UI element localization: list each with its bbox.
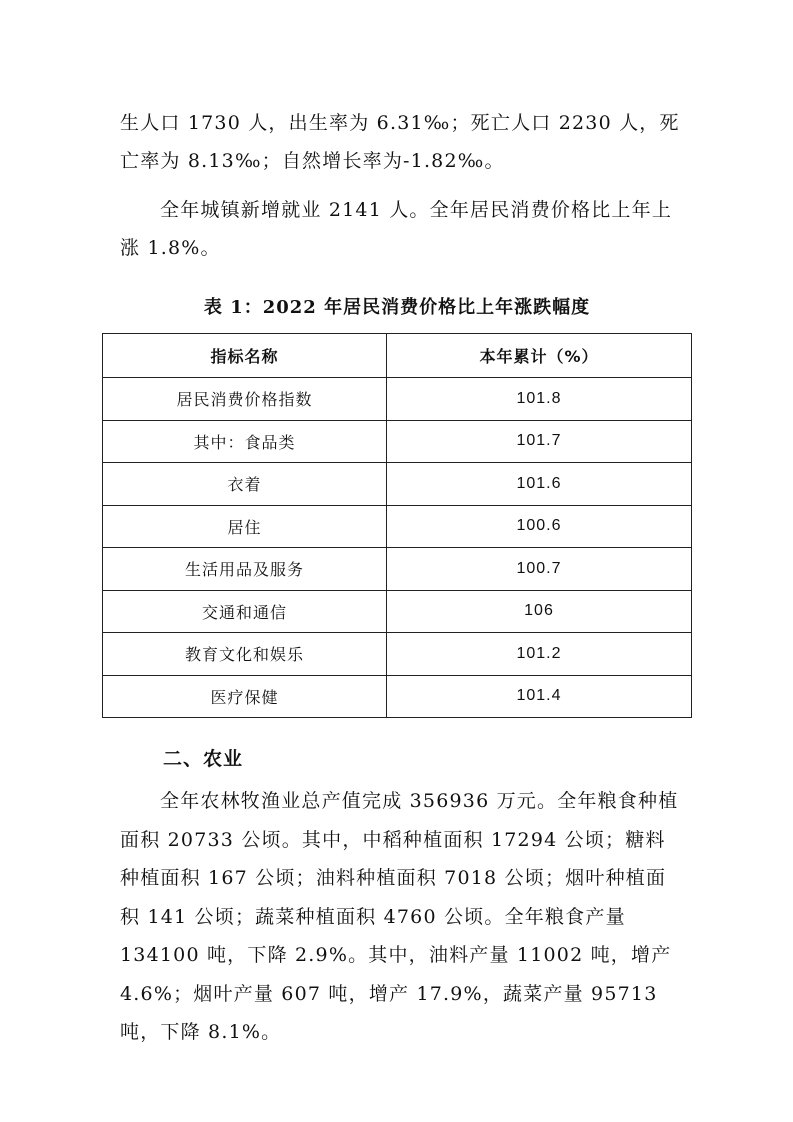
table-row: [103, 633, 692, 676]
agriculture-paragraph: 全年农林牧渔业总产值完成 356936 万元。全年粮食种植面积 20733 公顷。其中，中稻种植面积 17294 公顷；糖料种植面积 167 公顷；油料种植面积 7018 公顷；烟叶种植面积 141 公顷；蔬菜种植面积 4760 公顷。全年粮食产量 134100 吨，下降 2.9%。其中，油料产量 11002 吨，增产 4.6%；烟叶产量 607 吨，增产 17.9%，蔬菜产量 95713 吨，下降 8.1%。: [120, 790, 679, 1043]
table-row: [103, 505, 692, 548]
section-heading-agriculture: 二、农业: [163, 748, 244, 770]
row-value: 100.7: [387, 548, 692, 591]
row-name: 生活用品及服务: [103, 548, 387, 591]
row-name: 衣着: [103, 463, 387, 506]
row-name: 其中：食品类: [103, 420, 387, 463]
row-value: 106: [387, 590, 692, 633]
table-row: [103, 420, 692, 463]
row-value: 101.4: [387, 675, 692, 718]
row-value: 101.6: [387, 463, 692, 506]
row-name: 医疗保健: [103, 675, 387, 718]
row-name: 居住: [103, 505, 387, 548]
row-value: 101.2: [387, 633, 692, 676]
population-paragraph: 生人口 1730 人，出生率为 6.31‰；死亡人口 2230 人，死亡率为 8.13‰；自然增长率为-1.82‰。: [120, 112, 680, 172]
employment-paragraph: 全年城镇新增就业 2141 人。全年居民消费价格比上年上涨 1.8%。: [120, 199, 673, 259]
header-cumulative: 本年累计（%）: [387, 334, 692, 378]
row-value: 100.6: [387, 505, 692, 548]
row-name: 居民消费价格指数: [103, 378, 387, 421]
table-header-row: [103, 334, 692, 378]
row-value: 101.8: [387, 378, 692, 421]
row-value: 101.7: [387, 420, 692, 463]
table-row: [103, 590, 692, 633]
table-caption: 表 1：2022 年居民消费价格比上年涨跌幅度: [203, 297, 591, 318]
table-row: [103, 675, 692, 718]
header-indicator-name: 指标名称: [103, 334, 387, 378]
cpi-table: [102, 333, 692, 718]
table-row: [103, 548, 692, 591]
table-row: [103, 378, 692, 421]
row-name: 教育文化和娱乐: [103, 633, 387, 676]
table-row: [103, 463, 692, 506]
row-name: 交通和通信: [103, 590, 387, 633]
